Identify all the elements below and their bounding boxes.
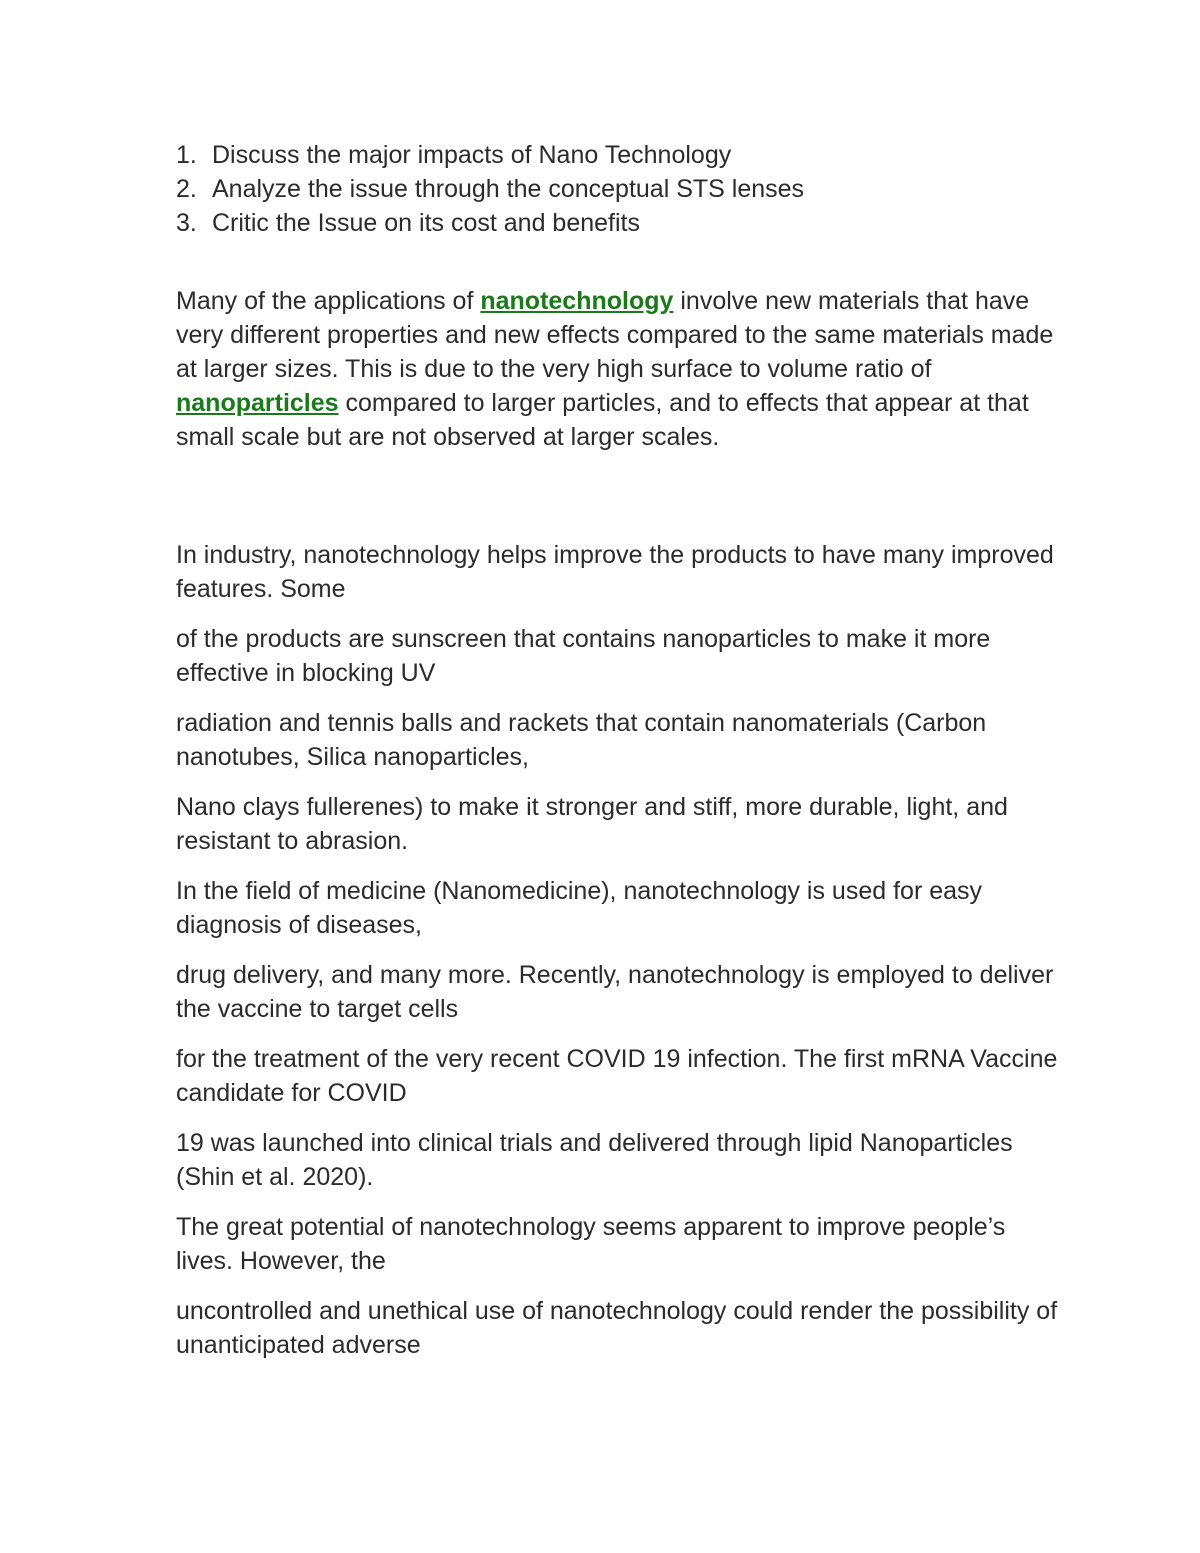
- question-list: [176, 138, 1066, 240]
- body-paragraph: The great potential of nanotechnology seems apparent to improve people’s lives. However, the: [176, 1213, 1006, 1275]
- body-paragraph: radiation and tennis balls and rackets that contain nanomaterials (Carbon nanotubes, Silica nanoparticles,: [176, 709, 987, 771]
- list-number: 3.: [176, 209, 197, 237]
- body-paragraph: drug delivery, and many more. Recently, nanotechnology is employed to deliver the vaccine to target cells: [176, 961, 1054, 1023]
- body-paragraph: for the treatment of the very recent COVID 19 infection. The first mRNA Vaccine candidate for COVID: [176, 1045, 1058, 1107]
- body-paragraph: In the field of medicine (Nanomedicine), nanotechnology is used for easy diagnosis of diseases,: [176, 877, 983, 939]
- body-paragraph: In industry, nanotechnology helps improve the products to have many improved features. Some: [176, 541, 1054, 603]
- list-item: [176, 172, 1066, 206]
- list-text: Critic the Issue on its cost and benefits: [212, 209, 640, 237]
- list-number: 1.: [176, 141, 197, 169]
- nanotechnology-link[interactable]: nanotechnology: [480, 287, 674, 315]
- intro-text: Many of the applications of: [176, 287, 481, 315]
- document-page: [176, 138, 1066, 1362]
- intro-text: compared to larger particles, and to effects that appear at that small scale but are not observed at larger scales.: [176, 389, 1029, 451]
- list-text: Analyze the issue through the conceptual STS lenses: [212, 175, 805, 203]
- body-paragraph: Nano clays fullerenes) to make it stronger and stiff, more durable, light, and resistant to abrasion.: [176, 793, 1008, 855]
- list-number: 2.: [176, 175, 197, 203]
- intro-text: involve new materials that have very different properties and new effects compared to the same materials made at larger sizes. This is due to the very high surface to volume ratio of: [176, 287, 1054, 383]
- list-item: [176, 138, 1066, 172]
- intro-paragraph: [176, 284, 1066, 454]
- body-paragraph: uncontrolled and unethical use of nanotechnology could render the possibility of unanticipated adverse: [176, 1297, 1058, 1359]
- body-paragraph: 19 was launched into clinical trials and delivered through lipid Nanoparticles (Shin et al. 2020).: [176, 1129, 1013, 1191]
- body-paragraph: of the products are sunscreen that contains nanoparticles to make it more effective in blocking UV: [176, 625, 991, 687]
- list-text: Discuss the major impacts of Nano Technology: [212, 141, 732, 169]
- nanoparticles-link[interactable]: nanoparticles: [176, 389, 339, 417]
- list-item: [176, 206, 1066, 240]
